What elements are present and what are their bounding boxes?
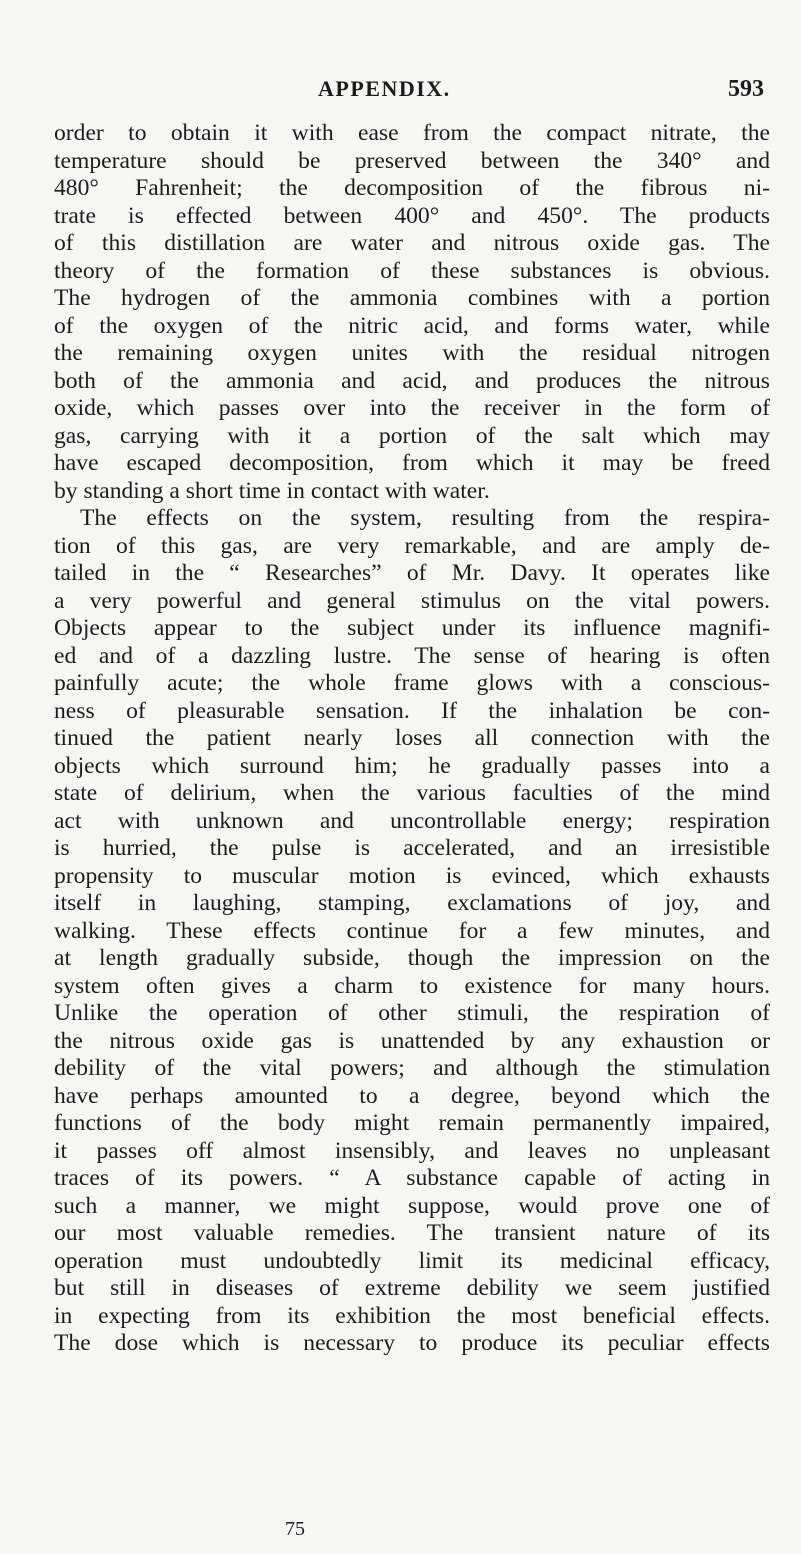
text-line: The dose which is necessary to produce its peculiar effects bbox=[54, 1330, 770, 1356]
page-number: 593 bbox=[728, 76, 764, 102]
text-line: have escaped decomposition, from which it may be freed bbox=[54, 450, 770, 476]
text-line: at length gradually subside, though the impression on the bbox=[54, 945, 770, 971]
text-line: tailed in the “ Researches” of Mr. Davy. It operates like bbox=[54, 560, 770, 586]
signature-mark: 75 bbox=[285, 1518, 305, 1540]
text-line: it passes off almost insensibly, and leaves no unpleasant bbox=[54, 1137, 770, 1164]
text-line: walking. These effects continue for a few minutes, and bbox=[54, 917, 770, 944]
text-line: ness of pleasurable sensation. If the inhalation be con- bbox=[54, 697, 770, 724]
text-line: both of the ammonia and acid, and produces the nitrous bbox=[54, 367, 770, 394]
text-line: The effects on the system, resulting from the respira- bbox=[80, 505, 770, 531]
text-line: operation must undoubtedly limit its medicinal efficacy, bbox=[54, 1247, 770, 1274]
text-line: is hurried, the pulse is accelerated, and an irresistible bbox=[54, 835, 770, 861]
text-line: traces of its powers. “ A substance capable of acting in bbox=[54, 1165, 770, 1191]
text-line: Unlike the operation of other stimuli, the respiration of bbox=[54, 1000, 770, 1026]
text-line: ed and of a dazzling lustre. The sense of hearing is often bbox=[54, 642, 770, 669]
text-line: have perhaps amounted to a degree, beyond which the bbox=[54, 1082, 770, 1109]
running-title: APPENDIX. bbox=[318, 76, 451, 101]
text-line: painfully acute; the whole frame glows with a conscious- bbox=[54, 670, 770, 696]
text-line: order to obtain it with ease from the compact nitrate, the bbox=[54, 120, 770, 146]
text-line: in expecting from its exhibition the most beneficial effects. bbox=[54, 1302, 770, 1329]
running-head bbox=[0, 76, 801, 110]
text-line: our most valuable remedies. The transient nature of its bbox=[54, 1220, 770, 1246]
text-line: oxide, which passes over into the receiver in the form of bbox=[54, 395, 770, 421]
text-line: tion of this gas, are very remarkable, and are amply de- bbox=[54, 532, 770, 559]
text-line: 480° Fahrenheit; the decomposition of the fibrous ni- bbox=[54, 175, 770, 201]
text-line: trate is effected between 400° and 450°. The products bbox=[54, 202, 770, 229]
text-line: such a manner, we might suppose, would prove one of bbox=[54, 1192, 770, 1219]
text-line: the nitrous oxide gas is unattended by any exhaustion or bbox=[54, 1027, 770, 1054]
text-line: propensity to muscular motion is evinced, which exhausts bbox=[54, 862, 770, 889]
text-line: temperature should be preserved between the 340° and bbox=[54, 147, 770, 174]
text-line: a very powerful and general stimulus on the vital powers. bbox=[54, 587, 770, 614]
body-text bbox=[54, 120, 770, 1358]
paragraph-1 bbox=[54, 120, 770, 505]
text-line: but still in diseases of extreme debility we seem justified bbox=[54, 1275, 770, 1301]
text-line: functions of the body might remain permanently impaired, bbox=[54, 1110, 770, 1136]
text-line: The hydrogen of the ammonia combines with a portion bbox=[54, 285, 770, 311]
text-line: by standing a short time in contact with water. bbox=[54, 477, 490, 504]
text-line: of this distillation are water and nitrous oxide gas. The bbox=[54, 230, 770, 256]
text-line: debility of the vital powers; and although the stimulation bbox=[54, 1055, 770, 1081]
text-line: system often gives a charm to existence for many hours. bbox=[54, 972, 770, 999]
text-line: Objects appear to the subject under its influence magnifi- bbox=[54, 615, 770, 641]
text-line: itself in laughing, stamping, exclamations of joy, and bbox=[54, 890, 770, 916]
text-line: of the oxygen of the nitric acid, and forms water, while bbox=[54, 312, 770, 339]
paragraph-2 bbox=[54, 505, 770, 1358]
text-line: gas, carrying with it a portion of the salt which may bbox=[54, 422, 770, 449]
text-line: the remaining oxygen unites with the residual nitrogen bbox=[54, 340, 770, 366]
text-line: objects which surround him; he gradually passes into a bbox=[54, 752, 770, 779]
text-line: state of delirium, when the various faculties of the mind bbox=[54, 780, 770, 806]
text-line: tinued the patient nearly loses all connection with the bbox=[54, 725, 770, 751]
text-line: act with unknown and uncontrollable energy; respiration bbox=[54, 807, 770, 834]
text-line: theory of the formation of these substances is obvious. bbox=[54, 257, 770, 284]
